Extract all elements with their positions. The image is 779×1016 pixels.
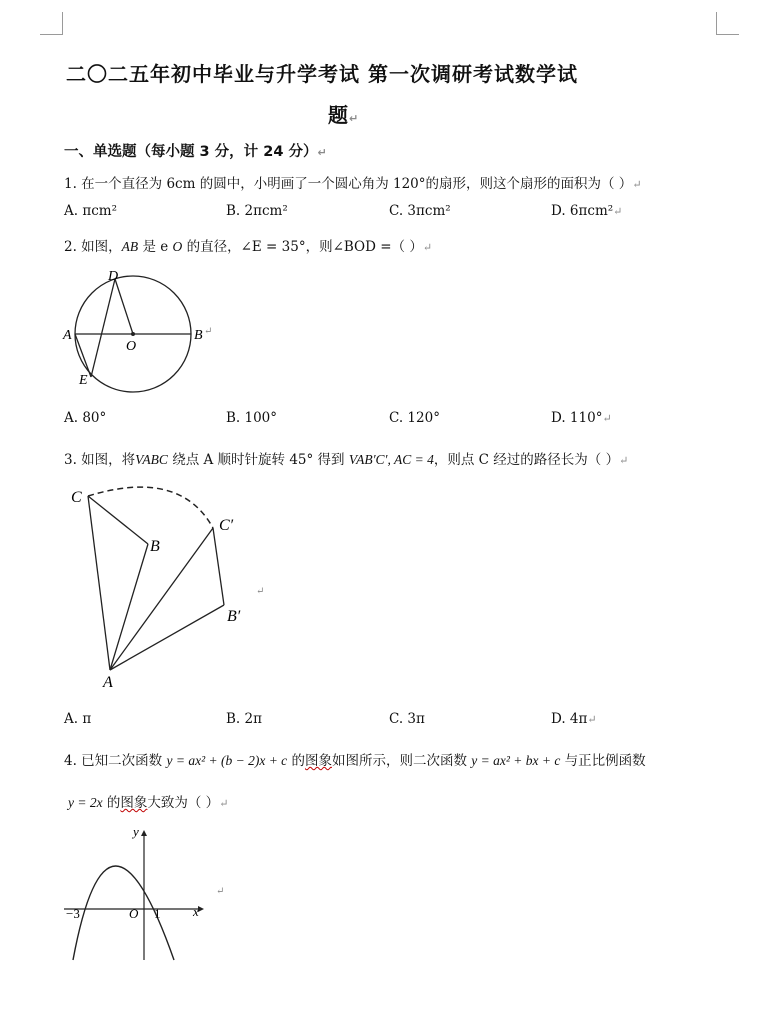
question-1-text: 1. 在一个直径为 6cm 的圆中，小明画了一个圆心角为 120°的扇形，则这个扇形的面积为（ ） — [64, 176, 633, 192]
length-ac: , AC = 4 — [387, 452, 434, 467]
question-4-figure — [60, 822, 230, 972]
question-1-stem — [64, 172, 642, 192]
question-3-option-d-text: D. 4π — [551, 711, 588, 727]
paragraph-mark: ↵ — [216, 886, 225, 897]
paragraph-mark: ↵ — [587, 713, 597, 726]
paragraph-mark: ↵ — [317, 146, 327, 159]
label-b: B — [194, 328, 203, 343]
label-minus-3: −3 — [66, 906, 80, 921]
paragraph-mark: ↵ — [204, 326, 213, 337]
segment-c1a — [110, 528, 213, 670]
question-1-option-a[interactable]: A. πcm² — [64, 203, 117, 219]
label-b-prime: B′ — [227, 608, 241, 625]
exam-title-line2 — [328, 99, 359, 128]
label-one: 1 — [154, 906, 161, 921]
paragraph-mark: ↵ — [613, 205, 623, 218]
section-heading-text: 一、单选题（每小题 3 分，计 24 分） — [64, 144, 318, 160]
question-2-option-d[interactable] — [551, 410, 612, 426]
question-4-stem-line2 — [68, 791, 228, 811]
triangle-abc: VABC — [135, 452, 168, 467]
label-d: D — [108, 269, 119, 284]
segment-cb — [88, 496, 148, 544]
crop-mark-top-left — [40, 12, 63, 35]
question-4-mid2: 如图所示，则二次函数 — [331, 753, 472, 769]
question-2-option-d-text: D. 110° — [551, 410, 603, 426]
label-a: A — [63, 328, 72, 343]
chord-ed — [91, 279, 115, 377]
label-a: A — [103, 674, 113, 691]
question-3-mid: 绕点 A 顺时针旋转 45° 得到 — [167, 452, 349, 468]
question-1-option-b[interactable]: B. 2πcm² — [226, 203, 288, 219]
paragraph-mark: ↵ — [422, 241, 433, 254]
label-e: E — [79, 373, 88, 388]
center-point — [131, 332, 135, 336]
question-2-rest: 的直径，∠E = 35°，则∠BOD =（ ） — [182, 239, 423, 255]
label-origin: O — [129, 906, 139, 921]
label-c: C — [71, 489, 82, 506]
question-2-option-a[interactable]: A. 80° — [64, 410, 107, 426]
question-3-option-d[interactable] — [551, 711, 597, 727]
title-line2-text: 题 — [328, 103, 349, 127]
segment-ab: AB — [121, 239, 139, 254]
question-2-prefix: 2. 如图， — [64, 239, 122, 255]
function-2: y = ax² + bx + c — [471, 753, 561, 768]
question-4-wavy-1: 图象 — [304, 753, 332, 769]
paragraph-mark: ↵ — [619, 454, 629, 467]
label-b: B — [150, 538, 160, 555]
label-o: O — [126, 339, 137, 354]
question-1-option-d-text: D. 6πcm² — [551, 203, 614, 219]
label-x: x — [193, 904, 199, 919]
question-4-mid1: 的 — [287, 753, 305, 769]
chord-ae — [75, 334, 91, 377]
radius-od — [115, 279, 133, 334]
paragraph-mark: ↵ — [602, 412, 612, 425]
triangle-ab1c1: VAB′C′ — [348, 452, 388, 467]
question-2-option-b[interactable]: B. 100° — [226, 410, 278, 426]
question-2-figure — [58, 262, 218, 402]
paragraph-mark: ↵ — [349, 112, 360, 125]
rotation-arc — [88, 487, 213, 528]
paragraph-mark: ↵ — [219, 797, 229, 810]
circle-o: O — [172, 239, 183, 254]
question-4-stem — [64, 749, 646, 769]
question-1-option-d[interactable] — [551, 203, 622, 219]
question-3-stem — [64, 448, 628, 468]
question-4-line2-mid: 的 — [102, 795, 121, 811]
question-4-end: 与正比例函数 — [560, 753, 646, 769]
question-3-figure — [60, 478, 280, 693]
paragraph-mark: ↵ — [632, 178, 642, 191]
x-axis-arrow — [198, 906, 204, 912]
function-1: y = ax² + (b − 2)x + c — [166, 753, 288, 768]
question-1-option-c[interactable]: C. 3πcm² — [389, 203, 451, 219]
exam-title-line1: 二〇二五年初中毕业与升学考试 第一次调研考试数学试 — [66, 62, 578, 86]
y-axis-arrow — [141, 830, 147, 836]
label-y: y — [133, 824, 139, 839]
question-2-option-c[interactable]: C. 120° — [389, 410, 440, 426]
question-4-prefix: 4. 已知二次函数 — [64, 753, 167, 769]
section-heading — [64, 140, 327, 161]
paragraph-mark: ↵ — [256, 586, 265, 597]
function-3: y = 2x — [68, 795, 103, 810]
question-2-mid: 是 e — [138, 239, 173, 255]
question-3-prefix: 3. 如图，将 — [64, 452, 136, 468]
question-3-option-a[interactable]: A. π — [64, 711, 92, 727]
question-4-wavy-2: 图象 — [120, 795, 148, 811]
question-3-option-c[interactable]: C. 3π — [389, 711, 425, 727]
label-c-prime: C′ — [219, 517, 234, 534]
segment-c1b1 — [213, 528, 224, 605]
question-3-rest: ，则点 C 经过的路径长为（ ） — [433, 452, 620, 468]
crop-mark-top-right — [716, 12, 739, 35]
question-2-stem — [64, 235, 432, 255]
question-3-option-b[interactable]: B. 2π — [226, 711, 262, 727]
question-4-line2-end: 大致为（ ） — [147, 795, 220, 811]
segment-ca — [88, 496, 110, 670]
